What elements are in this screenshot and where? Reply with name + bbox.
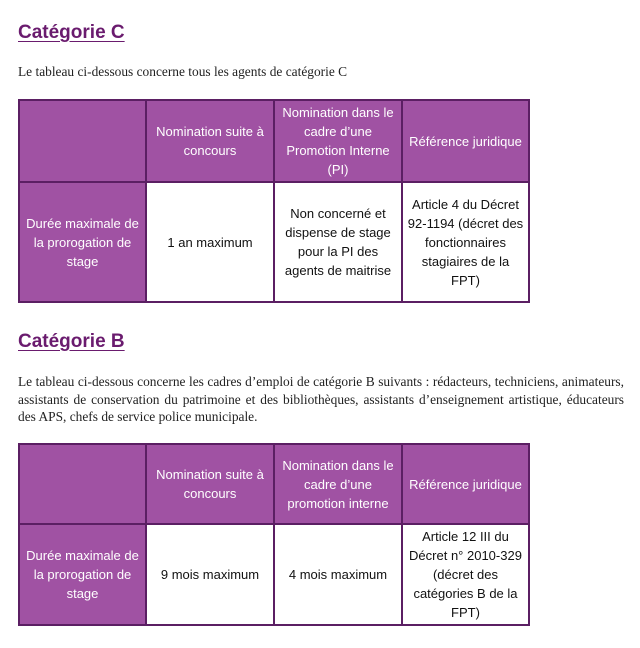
- col-header-reference: Référence juridique: [402, 100, 529, 182]
- table-header-row: [19, 444, 529, 524]
- table-categorie-c: [18, 99, 530, 303]
- heading-categorie-b: Catégorie B: [18, 331, 125, 352]
- cell-reference-value: Article 12 III du Décret n° 2010-329 (décret des catégories B de la FPT): [402, 524, 529, 625]
- corner-cell: [19, 100, 146, 182]
- cell-promotion-value: Non concerné et dispense de stage pour la PI des agents de maitrise: [274, 182, 402, 302]
- heading-categorie-c: Catégorie C: [18, 22, 125, 43]
- table-categorie-b: [18, 443, 530, 626]
- col-header-concours: Nomination suite à concours: [146, 444, 274, 524]
- col-header-promotion-interne: Nomination dans le cadre d’une Promotion Interne (PI): [274, 100, 402, 182]
- table-row: [19, 524, 529, 625]
- table-row: [19, 182, 529, 302]
- cell-concours-value: 1 an maximum: [146, 182, 274, 302]
- col-header-reference: Référence juridique: [402, 444, 529, 524]
- corner-cell: [19, 444, 146, 524]
- cell-promotion-value: 4 mois maximum: [274, 524, 402, 625]
- table-header-row: [19, 100, 529, 182]
- cell-concours-value: 9 mois maximum: [146, 524, 274, 625]
- row-header-duree: Durée maximale de la prorogation de stage: [19, 524, 146, 625]
- intro-categorie-c: Le tableau ci-dessous concerne tous les agents de catégorie C: [18, 64, 348, 79]
- col-header-concours: Nomination suite à concours: [146, 100, 274, 182]
- cell-reference-value: Article 4 du Décret 92-1194 (décret des fonctionnaires stagiaires de la FPT): [402, 182, 529, 302]
- intro-categorie-b: Le tableau ci-dessous concerne les cadres d’emploi de catégorie B suivants : rédacteurs, techniciens, animateurs, assistants de conservation du patrimoine et des bibliothèques, assistants d’enseignement artistique, éducateurs des APS, chefs de service police municipale.: [18, 374, 624, 424]
- row-header-duree: Durée maximale de la prorogation de stage: [19, 182, 146, 302]
- col-header-promotion-interne: Nomination dans le cadre d’une promotion interne: [274, 444, 402, 524]
